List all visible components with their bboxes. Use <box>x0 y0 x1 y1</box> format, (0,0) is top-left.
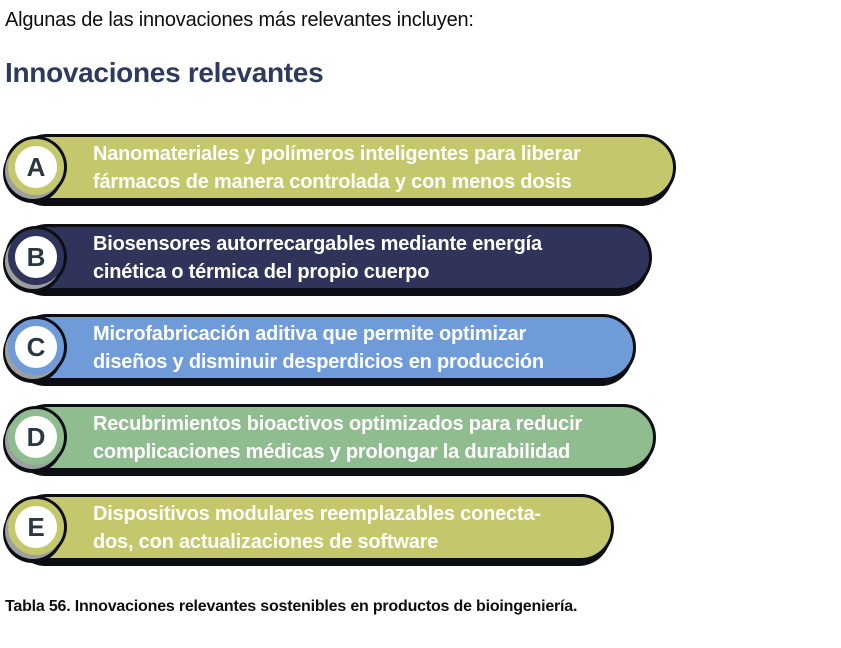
innovation-item <box>14 314 636 381</box>
text-line: Recubrimientos bioactivos optimizados para reducir <box>93 412 583 435</box>
letter-badge <box>8 229 64 285</box>
innovation-text <box>93 410 582 466</box>
innovation-text <box>93 140 581 196</box>
text-line: diseños y disminuir desperdicios en producción <box>93 350 544 373</box>
letter-label: C <box>26 332 46 362</box>
innovation-item <box>14 494 614 561</box>
text-line: Nanomateriales y polímeros inteligentes para liberar <box>93 142 581 165</box>
letter-badge <box>8 499 64 555</box>
text-line: fármacos de manera controlada y con menos dosis <box>93 170 572 193</box>
letter-badge <box>8 409 64 465</box>
letter-label: E <box>27 512 45 542</box>
text-line: Biosensores autorrecargables mediante energía <box>93 232 542 255</box>
table-caption: Tabla 56. Innovaciones relevantes sostenibles en productos de bioingeniería. <box>5 598 578 615</box>
innovation-item <box>14 134 676 201</box>
text-line: cinética o térmica del propio cuerpo <box>93 260 430 283</box>
innovation-text <box>93 320 544 376</box>
text-line: Dispositivos modulares reemplazables conecta- <box>93 502 541 525</box>
innovation-item <box>14 224 652 291</box>
letter-label: A <box>26 152 46 182</box>
letter-label: B <box>26 242 46 272</box>
page-title: Innovaciones relevantes <box>5 57 324 88</box>
innovation-text <box>93 230 542 286</box>
innovation-text <box>93 500 541 556</box>
intro-text: Algunas de las innovaciones más relevantes incluyen: <box>5 9 474 31</box>
innovation-list <box>14 134 841 561</box>
letter-badge <box>8 319 64 375</box>
letter-label: D <box>26 422 46 452</box>
letter-badge <box>8 139 64 195</box>
innovation-item <box>14 404 656 471</box>
text-line: Microfabricación aditiva que permite optimizar <box>93 322 527 345</box>
text-line: complicaciones médicas y prolongar la durabilidad <box>93 440 571 463</box>
text-line: dos, con actualizaciones de software <box>93 530 439 553</box>
